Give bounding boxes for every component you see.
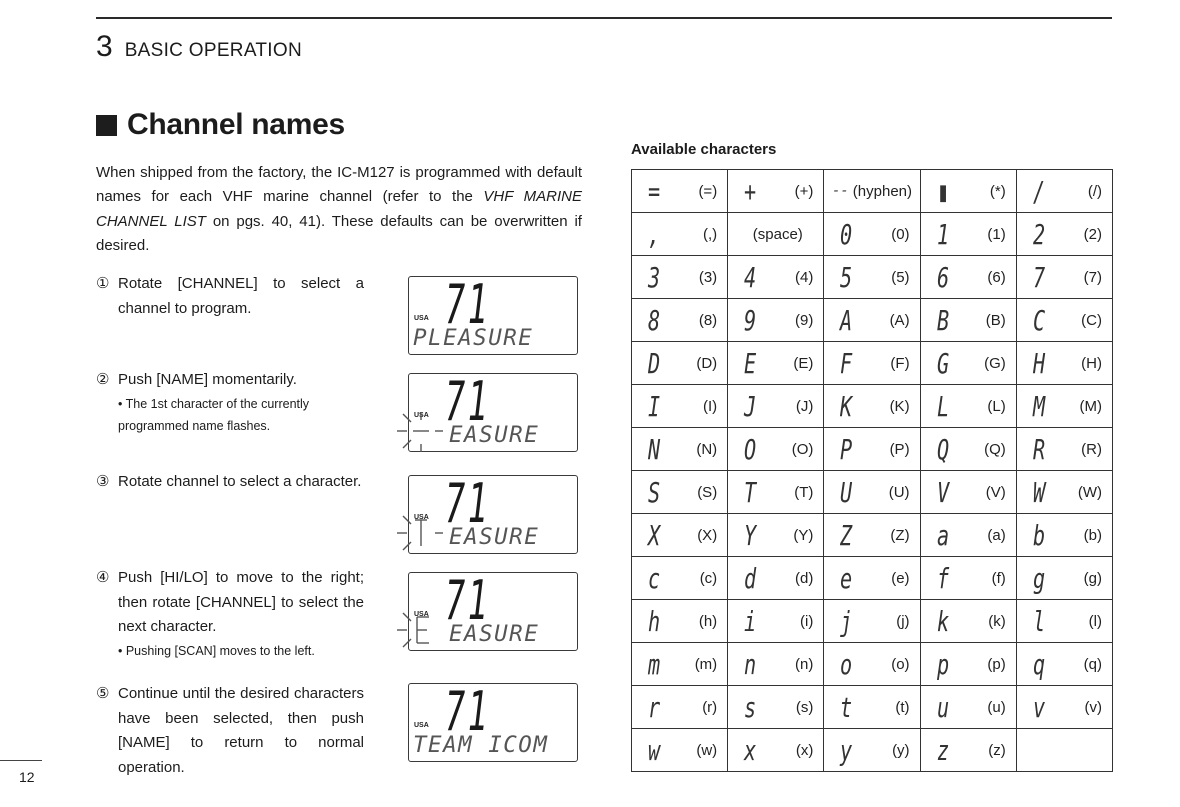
character-code: (O) bbox=[791, 440, 814, 458]
character-code: (D) bbox=[696, 354, 718, 372]
character-glyph: U bbox=[840, 475, 853, 509]
character-code: (8) bbox=[698, 311, 718, 329]
character-code: (E) bbox=[793, 354, 814, 372]
character-cell bbox=[824, 213, 920, 256]
step-number: ① bbox=[96, 275, 110, 292]
character-cell bbox=[728, 385, 824, 428]
character-cell bbox=[632, 213, 728, 256]
page-title bbox=[96, 108, 345, 142]
lcd-display-2 bbox=[408, 370, 578, 452]
table-row bbox=[632, 385, 1113, 428]
character-glyph: L bbox=[936, 389, 949, 423]
character-cell bbox=[824, 471, 920, 514]
character-code: (f) bbox=[991, 569, 1006, 587]
character-glyph: V bbox=[936, 475, 949, 509]
character-glyph: w bbox=[648, 733, 661, 767]
character-code: (+) bbox=[794, 182, 814, 200]
character-cell bbox=[920, 213, 1016, 256]
character-cell bbox=[632, 729, 728, 772]
character-cell bbox=[1016, 256, 1112, 299]
character-cell bbox=[1016, 686, 1112, 729]
table-row bbox=[632, 514, 1113, 557]
intro-text-1: When shipped from the factory, the IC-M127 is programmed with default names for each VHF marine channel (refer to the bbox=[96, 164, 582, 206]
character-glyph: b bbox=[1032, 518, 1045, 552]
character-cell bbox=[632, 514, 728, 557]
character-glyph: a bbox=[936, 518, 949, 552]
character-code: (3) bbox=[698, 268, 718, 286]
character-cell bbox=[1016, 471, 1112, 514]
character-code: (J) bbox=[795, 397, 814, 415]
character-code: (6) bbox=[987, 268, 1006, 286]
character-code: (e) bbox=[891, 569, 910, 587]
character-code: (m) bbox=[694, 655, 718, 673]
character-code: (C) bbox=[1081, 311, 1102, 329]
character-glyph: T bbox=[744, 475, 757, 509]
character-glyph: I bbox=[648, 389, 661, 423]
character-glyph: F bbox=[840, 346, 853, 380]
character-code: (0) bbox=[891, 225, 910, 243]
character-cell bbox=[920, 471, 1016, 514]
character-glyph: P bbox=[840, 432, 853, 466]
character-glyph: K bbox=[840, 389, 853, 423]
character-code: (4) bbox=[795, 268, 814, 286]
character-glyph: + bbox=[744, 174, 757, 208]
character-code: (o) bbox=[891, 655, 910, 673]
character-code: (Y) bbox=[793, 526, 814, 544]
character-glyph: , bbox=[648, 217, 661, 251]
character-cell bbox=[728, 514, 824, 557]
character-code: (W) bbox=[1077, 483, 1102, 501]
character-glyph: c bbox=[648, 561, 661, 595]
character-glyph: q bbox=[1032, 647, 1045, 681]
step-3 bbox=[96, 470, 364, 495]
character-cell bbox=[920, 342, 1016, 385]
blink-indicator-icon bbox=[395, 607, 445, 655]
character-code: (*) bbox=[989, 182, 1006, 200]
character-code: (2) bbox=[1083, 225, 1102, 243]
character-cell bbox=[1016, 428, 1112, 471]
character-code: (s) bbox=[795, 698, 814, 716]
character-glyph: -- bbox=[831, 183, 849, 199]
step-2 bbox=[96, 368, 364, 437]
character-cell bbox=[920, 428, 1016, 471]
character-code: (L) bbox=[987, 397, 1006, 415]
lcd-channel-number: 71 bbox=[445, 680, 491, 743]
lcd-channel-name: PLEASURE bbox=[413, 326, 534, 351]
character-glyph: A bbox=[840, 303, 853, 337]
character-code: (B) bbox=[985, 311, 1006, 329]
character-cell bbox=[824, 342, 920, 385]
table-row bbox=[632, 729, 1113, 772]
character-cell bbox=[824, 600, 920, 643]
character-glyph: D bbox=[648, 346, 661, 380]
step-text: Rotate channel to select a character. bbox=[118, 473, 362, 490]
character-cell bbox=[920, 729, 1016, 772]
character-glyph: R bbox=[1032, 432, 1045, 466]
character-glyph: = bbox=[648, 174, 661, 208]
character-glyph: S bbox=[648, 475, 661, 509]
character-cell bbox=[824, 514, 920, 557]
character-glyph: m bbox=[648, 647, 661, 681]
page-title-text: Channel names bbox=[127, 108, 345, 141]
lcd-usa-badge: USA bbox=[414, 412, 429, 419]
character-glyph: d bbox=[744, 561, 757, 595]
character-glyph: / bbox=[1032, 174, 1045, 208]
character-code: (Z) bbox=[890, 526, 910, 544]
character-code: (5) bbox=[891, 268, 910, 286]
character-cell bbox=[1016, 170, 1112, 213]
intro-italic-text: VHF MARINE CHANNEL LIST bbox=[96, 188, 583, 230]
character-cell bbox=[728, 643, 824, 686]
character-code: (v) bbox=[1084, 698, 1102, 716]
step-number: ⑤ bbox=[96, 685, 110, 702]
character-cell bbox=[824, 385, 920, 428]
character-glyph: k bbox=[936, 604, 949, 638]
page-number: 12 bbox=[19, 769, 35, 785]
character-glyph: j bbox=[840, 604, 853, 638]
table-row bbox=[632, 170, 1113, 213]
character-code: (n) bbox=[795, 655, 814, 673]
table-row bbox=[632, 600, 1113, 643]
step-text: Continue until the desired characters have been selected, then push [NAME] to return to normal operation. bbox=[118, 685, 364, 776]
character-cell bbox=[728, 213, 824, 256]
character-cell bbox=[728, 600, 824, 643]
character-glyph: 4 bbox=[744, 260, 757, 294]
character-code: (j) bbox=[896, 612, 910, 630]
character-glyph: f bbox=[936, 561, 949, 595]
character-code: (U) bbox=[888, 483, 910, 501]
lcd-display-4 bbox=[408, 569, 578, 651]
character-glyph: Z bbox=[840, 518, 853, 552]
step-text: Push [NAME] momentarily. bbox=[118, 371, 297, 388]
character-code: (w) bbox=[696, 741, 718, 759]
character-glyph: Q bbox=[936, 432, 949, 466]
character-code: (7) bbox=[1083, 268, 1102, 286]
character-code: (x) bbox=[795, 741, 814, 759]
character-code: (A) bbox=[889, 311, 910, 329]
character-glyph: y bbox=[840, 733, 853, 767]
character-cell bbox=[1016, 514, 1112, 557]
character-code: (i) bbox=[800, 612, 814, 630]
character-cell bbox=[1016, 643, 1112, 686]
character-cell bbox=[632, 428, 728, 471]
character-glyph: X bbox=[648, 518, 661, 552]
lcd-channel-name: EASURE bbox=[449, 622, 540, 647]
character-cell bbox=[728, 729, 824, 772]
character-glyph: t bbox=[840, 690, 853, 724]
character-glyph: o bbox=[840, 647, 853, 681]
lcd-display-1 bbox=[408, 273, 578, 355]
character-cell bbox=[1016, 213, 1112, 256]
character-code: (d) bbox=[795, 569, 814, 587]
character-glyph: G bbox=[936, 346, 949, 380]
character-glyph: W bbox=[1032, 475, 1045, 509]
character-code: (1) bbox=[987, 225, 1006, 243]
character-glyph: 5 bbox=[840, 260, 853, 294]
character-code: (g) bbox=[1083, 569, 1102, 587]
top-rule bbox=[96, 17, 1112, 19]
character-code: (q) bbox=[1083, 655, 1102, 673]
character-code: (k) bbox=[988, 612, 1006, 630]
character-glyph: O bbox=[744, 432, 757, 466]
character-code: (I) bbox=[703, 397, 718, 415]
character-code: (hyphen) bbox=[852, 182, 912, 200]
character-code: (c) bbox=[699, 569, 718, 587]
character-code: (=) bbox=[698, 182, 718, 200]
lcd-usa-badge: USA bbox=[414, 722, 429, 729]
character-cell bbox=[920, 643, 1016, 686]
character-code: (p) bbox=[987, 655, 1006, 673]
character-glyph: J bbox=[744, 389, 757, 423]
character-cell bbox=[920, 256, 1016, 299]
character-cell bbox=[920, 686, 1016, 729]
table-row bbox=[632, 213, 1113, 256]
intro-text-2: on pgs. 40, 41). These defaults can be overwritten if desired. bbox=[96, 212, 582, 254]
character-glyph: 1 bbox=[936, 217, 949, 251]
character-code: (T) bbox=[794, 483, 814, 501]
character-glyph: ▮ bbox=[936, 174, 949, 208]
character-cell bbox=[632, 299, 728, 342]
character-cell bbox=[632, 686, 728, 729]
step-5 bbox=[96, 682, 364, 780]
character-glyph: 6 bbox=[936, 260, 949, 294]
lcd-channel-number: 71 bbox=[445, 370, 491, 433]
character-code: (G) bbox=[984, 354, 1006, 372]
character-code: (F) bbox=[890, 354, 910, 372]
lcd-channel-number: 71 bbox=[445, 273, 491, 336]
character-cell bbox=[920, 514, 1016, 557]
character-cell bbox=[1016, 729, 1112, 772]
step-number: ② bbox=[96, 371, 110, 388]
lcd-channel-name: EASURE bbox=[449, 525, 540, 550]
character-glyph: s bbox=[744, 690, 757, 724]
step-4 bbox=[96, 566, 364, 662]
character-cell bbox=[920, 385, 1016, 428]
character-glyph: 8 bbox=[648, 303, 661, 337]
character-code: (Q) bbox=[984, 440, 1006, 458]
lcd-channel-name: TEAM ICOM bbox=[413, 733, 549, 758]
character-cell bbox=[920, 600, 1016, 643]
blink-indicator-icon bbox=[395, 408, 445, 456]
character-code: (r) bbox=[702, 698, 718, 716]
character-glyph: 9 bbox=[744, 303, 757, 337]
table-row bbox=[632, 342, 1113, 385]
character-code: (t) bbox=[895, 698, 910, 716]
character-cell bbox=[728, 686, 824, 729]
character-glyph: z bbox=[936, 733, 949, 767]
step-note: • The 1st character of the currently programmed name flashes. bbox=[118, 396, 310, 433]
character-cell bbox=[920, 557, 1016, 600]
character-code: (u) bbox=[987, 698, 1006, 716]
character-cell bbox=[632, 471, 728, 514]
table-row bbox=[632, 299, 1113, 342]
character-glyph: 3 bbox=[648, 260, 661, 294]
character-glyph: H bbox=[1032, 346, 1045, 380]
character-glyph: 0 bbox=[840, 217, 853, 251]
character-cell bbox=[1016, 342, 1112, 385]
character-cell bbox=[728, 471, 824, 514]
character-glyph: r bbox=[648, 690, 661, 724]
character-cell bbox=[632, 385, 728, 428]
character-cell bbox=[728, 256, 824, 299]
character-glyph: i bbox=[744, 604, 757, 638]
character-code: (,) bbox=[703, 225, 718, 243]
character-glyph: 7 bbox=[1032, 260, 1045, 294]
character-glyph: e bbox=[840, 561, 853, 595]
character-code: (z) bbox=[988, 741, 1006, 759]
character-cell bbox=[728, 557, 824, 600]
section-number: 3 bbox=[96, 30, 113, 63]
character-code: (V) bbox=[985, 483, 1006, 501]
table-row bbox=[632, 686, 1113, 729]
available-characters-label: Available characters bbox=[631, 141, 777, 158]
character-cell bbox=[632, 557, 728, 600]
character-cell bbox=[824, 170, 920, 213]
character-code: (/) bbox=[1087, 182, 1102, 200]
character-table bbox=[631, 169, 1113, 772]
character-cell bbox=[728, 170, 824, 213]
character-code: (N) bbox=[696, 440, 718, 458]
character-cell bbox=[824, 643, 920, 686]
character-code: (b) bbox=[1083, 526, 1102, 544]
character-cell bbox=[1016, 557, 1112, 600]
step-number: ③ bbox=[96, 473, 110, 490]
title-square-icon bbox=[96, 115, 117, 136]
character-cell bbox=[824, 299, 920, 342]
character-cell bbox=[824, 557, 920, 600]
character-cell bbox=[1016, 600, 1112, 643]
character-code: (l) bbox=[1088, 612, 1102, 630]
character-code: (R) bbox=[1081, 440, 1102, 458]
character-code: (M) bbox=[1079, 397, 1102, 415]
character-code: (S) bbox=[697, 483, 718, 501]
character-glyph: 2 bbox=[1032, 217, 1045, 251]
character-code: (H) bbox=[1081, 354, 1102, 372]
character-cell bbox=[1016, 299, 1112, 342]
character-cell bbox=[824, 729, 920, 772]
lcd-channel-number: 71 bbox=[445, 569, 491, 632]
character-glyph: n bbox=[744, 647, 757, 681]
table-row bbox=[632, 643, 1113, 686]
character-glyph: x bbox=[744, 733, 757, 767]
table-row bbox=[632, 256, 1113, 299]
character-glyph: h bbox=[648, 604, 661, 638]
character-glyph: u bbox=[936, 690, 949, 724]
character-code: (y) bbox=[892, 741, 910, 759]
character-cell bbox=[920, 299, 1016, 342]
character-glyph: C bbox=[1032, 303, 1045, 337]
lcd-channel-number: 71 bbox=[445, 472, 491, 535]
step-1 bbox=[96, 272, 364, 321]
character-cell bbox=[1016, 385, 1112, 428]
character-cell bbox=[632, 600, 728, 643]
lcd-display-3 bbox=[408, 472, 578, 554]
character-cell bbox=[728, 428, 824, 471]
section-name: BASIC OPERATION bbox=[124, 40, 302, 61]
character-cell bbox=[728, 299, 824, 342]
character-code: (space) bbox=[752, 225, 803, 243]
blink-indicator-icon bbox=[395, 510, 445, 558]
character-cell bbox=[824, 686, 920, 729]
lcd-channel-name: EASURE bbox=[449, 423, 540, 448]
character-cell bbox=[632, 256, 728, 299]
step-number: ④ bbox=[96, 569, 110, 586]
character-cell bbox=[920, 170, 1016, 213]
character-code: (a) bbox=[987, 526, 1006, 544]
character-code: (h) bbox=[698, 612, 718, 630]
character-glyph: v bbox=[1032, 690, 1045, 724]
character-glyph: E bbox=[744, 346, 757, 380]
character-code: (K) bbox=[889, 397, 910, 415]
intro-paragraph bbox=[96, 161, 582, 258]
character-glyph: M bbox=[1032, 389, 1045, 423]
character-cell bbox=[632, 342, 728, 385]
step-text: Push [HI/LO] to move to the right; then rotate [CHANNEL] to select the next character. bbox=[118, 569, 364, 635]
character-cell bbox=[632, 643, 728, 686]
lcd-display-5 bbox=[408, 680, 578, 762]
character-code: (X) bbox=[697, 526, 718, 544]
lcd-usa-badge: USA bbox=[414, 315, 429, 322]
step-note: • Pushing [SCAN] moves to the left. bbox=[118, 643, 315, 658]
character-glyph: g bbox=[1032, 561, 1045, 595]
page-number-rule bbox=[0, 760, 42, 761]
character-cell bbox=[824, 256, 920, 299]
character-cell bbox=[824, 428, 920, 471]
character-glyph: l bbox=[1032, 604, 1045, 638]
section-heading bbox=[96, 30, 302, 64]
character-code: (P) bbox=[889, 440, 910, 458]
table-row bbox=[632, 557, 1113, 600]
character-glyph: B bbox=[936, 303, 949, 337]
character-cell bbox=[728, 342, 824, 385]
character-glyph: N bbox=[648, 432, 661, 466]
character-glyph: Y bbox=[744, 518, 757, 552]
lcd-usa-badge: USA bbox=[414, 514, 429, 521]
character-glyph: p bbox=[936, 647, 949, 681]
table-row bbox=[632, 471, 1113, 514]
character-code: (9) bbox=[795, 311, 814, 329]
lcd-usa-badge: USA bbox=[414, 611, 429, 618]
table-row bbox=[632, 428, 1113, 471]
step-text: Rotate [CHANNEL] to select a channel to program. bbox=[118, 275, 364, 317]
character-cell bbox=[632, 170, 728, 213]
